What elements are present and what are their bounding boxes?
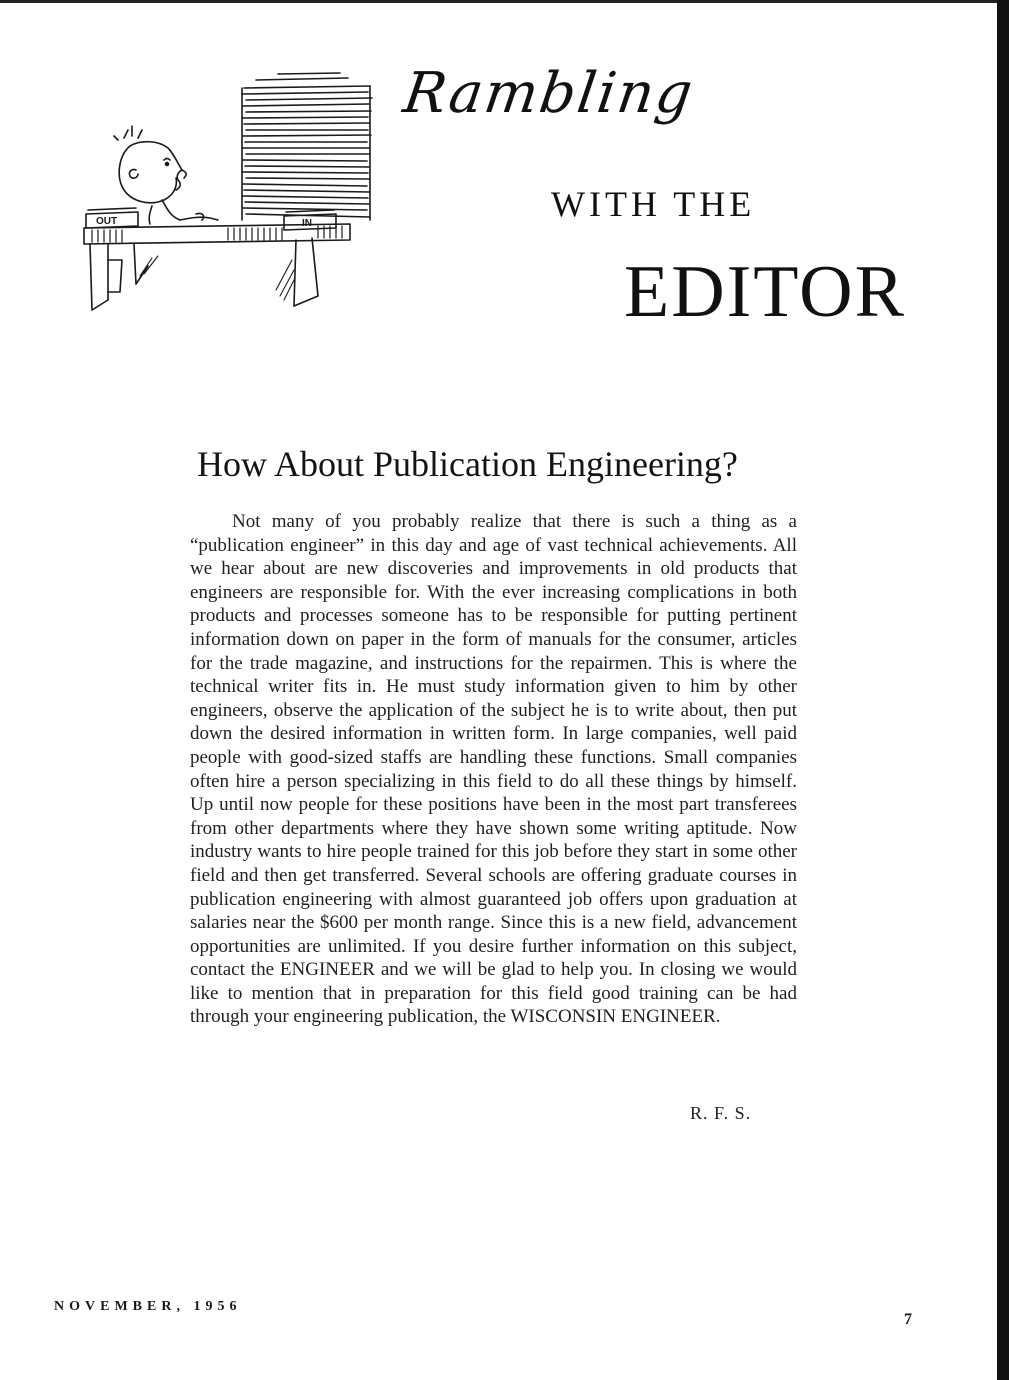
article-body [190, 510, 797, 1029]
header-editor: EDITOR [624, 251, 906, 333]
article-headline: How About Publication Engineering? [197, 444, 738, 484]
out-tray-label: OUT [96, 216, 118, 227]
right-edge-rule [997, 0, 1009, 1380]
editor-figure [114, 126, 218, 224]
footer-page-number: 7 [904, 1311, 912, 1328]
in-tray-label: IN [302, 218, 312, 229]
editor-at-desk-illustration [78, 60, 378, 320]
header-with-the: WITH THE [551, 184, 756, 224]
desk-leg-left [90, 244, 92, 310]
footer-issue-date: NOVEMBER, 1956 [54, 1299, 242, 1314]
desk-leg-right [294, 240, 296, 306]
article-paragraph: Not many of you probably realize that there is such a thing as a “publication engineer” in this day and age of vast technical achievements. All we hear about are new discoveries and improvements in old products that engineers are responsible for. With the ever increasing complications in both products and processes someone has to be responsible for putting pertinent information down on paper in the form of manuals for the consumer, articles for the trade magazine, and instructions for the repairmen. This is where the technical writer fits in. He must study information given to him by other engineers, observe the application of the subject he is to write about, then put down the desired information in written form. In large companies, well paid people with good-sized staffs are handling these functions. Small companies often hire a person specializing in this field to do all these things by himself. Up until now people for these positions have been in the most part transferees from other departments where they have shown some writing aptitude. Now industry wants to hire people trained for this job before they start in some other field and then get transferred. Several schools are offering graduate courses in publication engineering with almost guaranteed job offers upon graduation at salaries near the $600 per month range. Since this is a new field, advancement opportunities are unlimited. If you desire further information on this subject, contact the ENGINEER and we will be glad to help you. In closing we would like to mention that in preparation for this field good training can be had through your engineering publication, the WISCONSIN ENGINEER. [190, 511, 797, 1028]
paper-stack [242, 73, 372, 220]
article-signature: R. F. S. [690, 1103, 752, 1123]
header-rambling: Rambling [399, 61, 699, 126]
top-border-rule [0, 0, 1009, 3]
